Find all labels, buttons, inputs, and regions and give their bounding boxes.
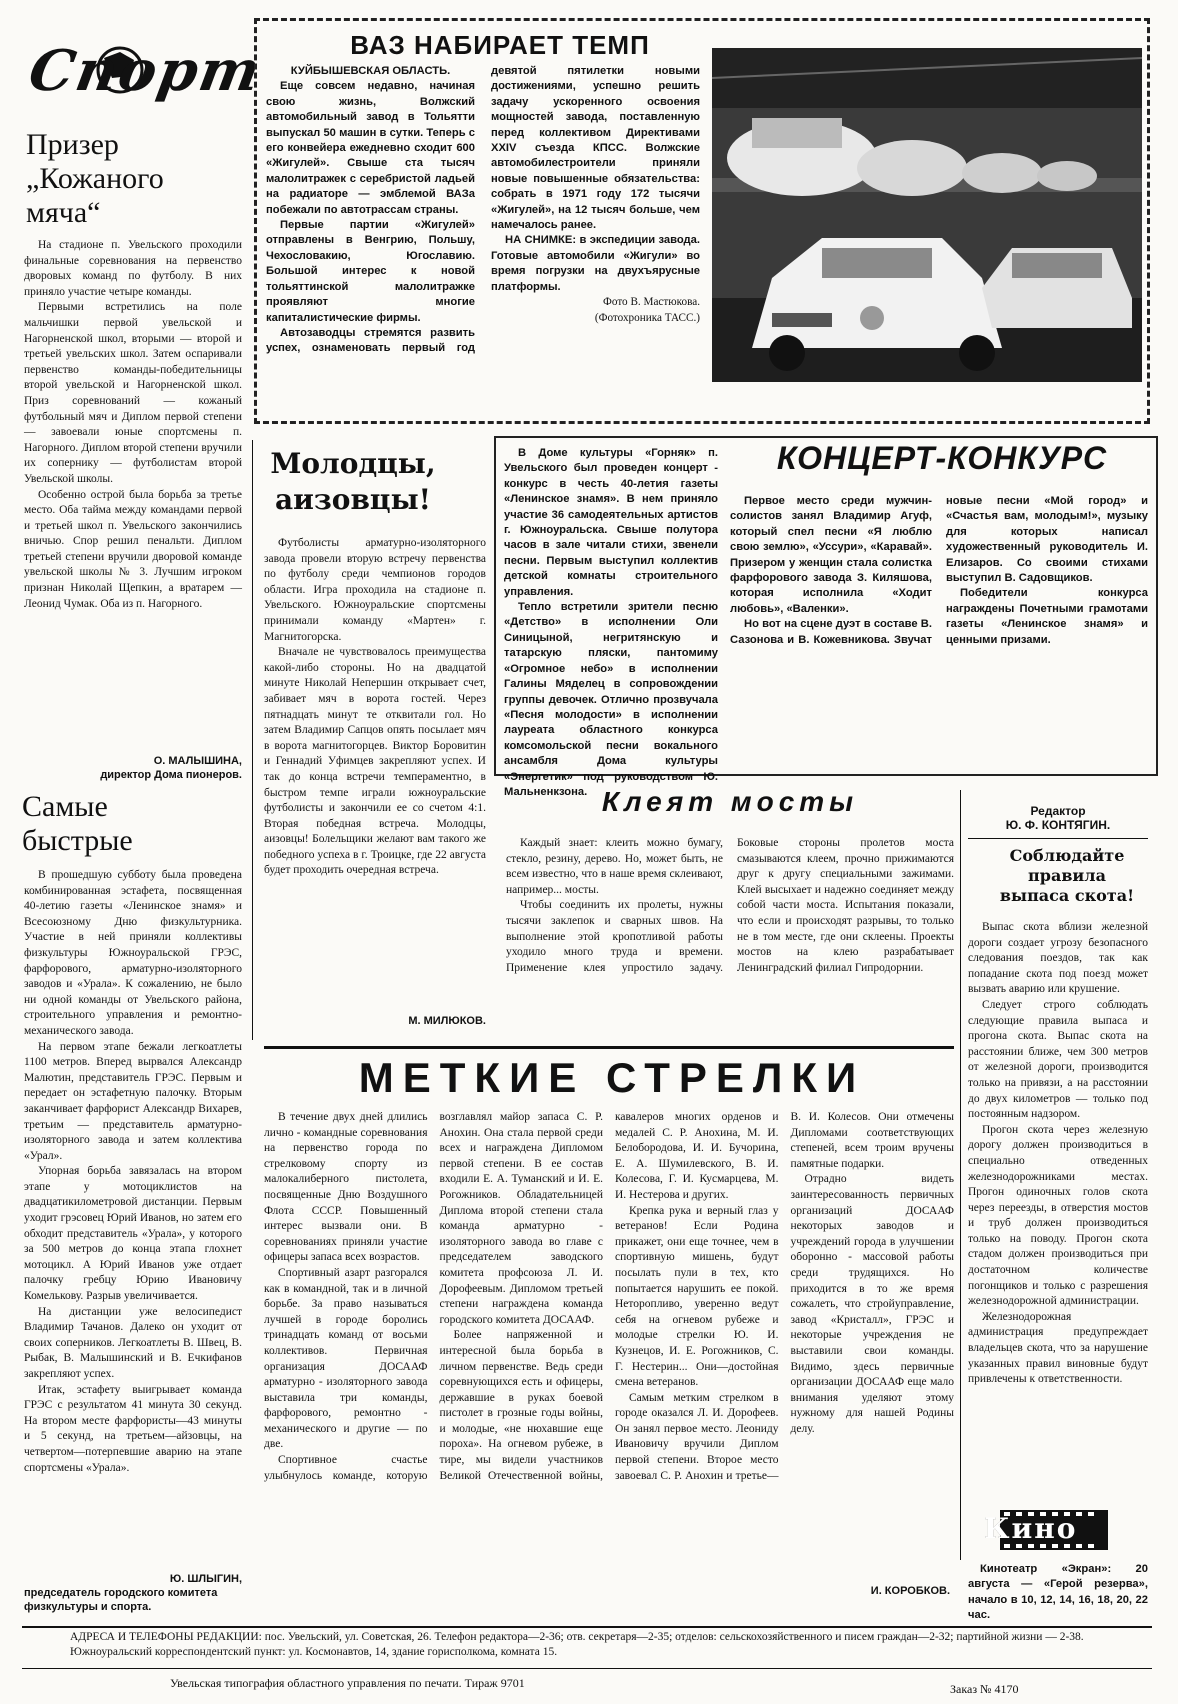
signature-name: Ю. ШЛЫГИН, — [169, 1573, 242, 1585]
cars-photo-icon — [712, 48, 1142, 382]
kino-logo-text: Кино — [984, 1512, 1078, 1545]
kino-logo — [980, 1508, 1110, 1552]
paragraph: Железнодорожная администрация предупреждает владельцев скота, что за нарушение указанных правил виновные будут привлечены к ответственности. — [968, 1310, 1148, 1386]
paragraph: Автозаводцы стремятся развить успех, ознаменовать первый год девятой пятилетки новыми достижениями, успешно решить задачу ускоренного освоения мощностей завода, поставленную перед коллективом Директивами XXIV съезда КПСС. Волжские автомобилестроители приняли новые повышенные обязательства: собрать в 1971 году 172 тысячи «Жигулей», на 12 тысяч больше, чем намечалось ранее. — [266, 65, 700, 355]
column-divider — [960, 790, 961, 1560]
paragraph: Тепло встретили зрители песню «Детство» в исполнении Оли Синицыной, негритянскую и татарскую пляски, пантомиму «Огромное небо» в исполнении Галины Мяделец в сопровождении группы девочек. Отлично прозвучала «Песня молодости» в исполнении лауреата областного конкурса комсомольской песни вокального ансамбля Дома культуры «Энергетик» под руководством Ю. Мальненкзона. — [504, 601, 718, 798]
redaktor-label: Редактор — [1030, 804, 1086, 818]
paragraph: Первые партии «Жигулей» отправлены в Венгрию, Польшу, Чехословакию, Югославию. Большой интерес к новой тольяттинской малолитражке проявляют многие капиталистические фирмы. — [266, 219, 475, 324]
paragraph: Отрадно видеть заинтересованность первичных организаций ДОСААФ некоторых заводов и учреждений города в улучшении оборонно - массовой работы среди трудящихся. Но приходится в то же время сожалеть, что стройуправление, завод «Кристалл», ГРЭС и некоторые учреждения не выставили свои команды. Видимо, здесь первичные организации ДОСААФ еще мало внимания уделяют этому нужному для нашей Родины делу. — [790, 1173, 954, 1435]
photo-credit: Фото В. Мастюкова. — [603, 296, 700, 309]
vaz-photo — [712, 48, 1142, 382]
paragraph: Крепка рука и верный глаз у ветеранов! Если Родина прикажет, они еще точнее, чем в спортивную мишень, будут посылать пули в тех, кто попытается нарушить ее покой. Неторопливо, уверенно ведут себя на огневом рубеже и молодые стрелки Ю. И. Кузнецов, И. Е. Рогожников, С. Г. Нестерин... Они—достойная смена ветеранов. — [615, 1204, 779, 1389]
bystrye-signature — [24, 1572, 242, 1614]
strelki-signature: И. КОРОБКОВ. — [870, 1585, 950, 1597]
paragraph: Самым метким стрелком в городе оказался Л. И. Дорофеев. Он занял первое место. Леониду Ивановичу вручили Диплом первой степени. Второе место завоевал С. Р. Анохин и третье— В. И. Колесов. Они отмечены Дипломами соответствующих степеней, всем троим вручены памятные подарки. — [615, 1111, 954, 1482]
priz-body — [24, 238, 242, 758]
footer-divider — [22, 1626, 1152, 1628]
paragraph: Чтобы соединить их пролеты, нужны тысячи заклепок и сварных швов. На выполнение этой кропотливой работы уходило много труда и времени. Применение клея упростило задачу. Боковые стороны пролетов моста смазываются клеем, прочно прижимаются друг к другу специальными зажимами. Клей высыхает и надежно соединяет между собой части моста. Испытания показали, что если и происходят разрывы, то только не в том месте, где они склеены. Проекты мостов на клею разрабатывает Ленинградский филиал Гипродорнии. — [506, 837, 954, 974]
paragraph: Но вот на сцене дуэт в составе В. Сазонова и В. Кожевникова. Звучат новые песни «Мой город» и «Счастья вам, молодым!», музыку для которых написал художественный руководитель И. Елизаров. Со своими стихами выступил В. Садовщиков. — [730, 495, 1148, 646]
redaktor-name: Ю. Ф. КОНТЯГИН. — [1005, 818, 1111, 832]
koncert-headline: КОНЦЕРТ-КОНКУРС — [776, 440, 1108, 476]
paragraph: Первое место среди мужчин-солистов занял Владимир Агуф, который спел песни «Я люблю свою землю», «Уссури», «Каравай». Призером у женщин стала солистка фарфорового завода З. Киляшова, которая исполнила «Ходит любовь», «Валенки». — [730, 495, 932, 615]
paragraph: В прошедшую субботу была проведена комбинированная эстафета, посвященная 40-летию газеты «Ленинское знамя» и Всесоюзному Дню физкультурника. Участие в ней приняли коллективы физкультуры Южноуральской ГРЭС, фарфорового, арматурно-изоляторного заводов и «Урала». К сожалению, не было ни одной команды от Увельского района, строительного управления и ремонтно-механического завода. — [24, 869, 242, 1037]
vaz-dateline: КУЙБЫШЕВСКАЯ ОБЛАСТЬ. — [290, 65, 451, 77]
priz-headline: Призер „Кожаного мяча“ — [26, 128, 164, 229]
paragraph: Первыми встретились на поле мальчишки первой увельской и Нагорненской школ, вторыми — второй и третьей увельских школ. Затем оспаривали первенство команды-победительницы второй увельской и Нагорненской школ. Приз соревнований — кожаный футбольный мяч и Диплом первой степени — завоевали юные спортсмены п. Нагорного. Диплом второй степени вручили их сопернику — футболистам второй Увельской школы. — [24, 301, 242, 485]
molodcy-signature: М. МИЛЮКОВ. — [408, 1015, 486, 1027]
paragraph: На стадионе п. Увельского проходили финальные соревнования на первенство дворовых команд по футболу. В них приняло участие четыре команды. — [24, 239, 242, 298]
strelki-headline: МЕТКИЕ СТРЕЛКИ — [358, 1054, 866, 1101]
paragraph: В Доме культуры «Горняк» п. Увельского был проведен концерт - конкурс в честь 40-летия газеты «Ленинское знамя». В нем приняло участие 36 самодеятельных артистов г. Южноуральска. Свыше полутора часов в зале читали стихи, звенели песни. Первым выступил коллектив детской комнаты строительного управления. — [504, 447, 718, 598]
priz-signature — [24, 754, 242, 782]
paragraph: В течение двух дней длились лично - командные соревнования на первенство города по стрелковому спорту из малокалиберного пистолета, посвященные Дню Воздушного Флота СССР. Повышенный интерес вызвали они. В соревнованиях приняли участие офицеры запаса всех возрастов. — [264, 1111, 428, 1264]
paragraph: Итак, эстафету выигрывает команда ГРЭС с результатом 41 минута 30 секунд. На втором месте фарфористы—43 минуты и 5 секунд, на третьем—айзовцы, на четвертом—потерпевшие аварию на этапе спортсмены «Урала». — [24, 1383, 242, 1474]
column-divider — [252, 440, 253, 1040]
footer-divider — [22, 1668, 1152, 1669]
footer-addresses: АДРЕСА И ТЕЛЕФОНЫ РЕДАКЦИИ: пос. Увельский, ул. Советская, 26. Телефон редактора—2-36; отв. секретаря—2-35; отделов: сельскохозяйственного и писем граждан—2-32; партийной жизни — 2-38. Южноуральский корреспондентский пункт: ул. Космонавтов, 14, здание горисполкома, комната 15. — [70, 1631, 1084, 1658]
paragraph: Следует строго соблюдать следующие правила выпаса и прогона скота. Выпас скота на расстоянии ближе, чем 300 метров от железной дороги, производится только на привязи, а на расстоянии до двух километров — только под постоянным надзором. — [968, 998, 1148, 1121]
paragraph: Футболисты арматурно-изоляторного завода провели вторую встречу первенства по футболу среди чемпионов городов области. Игра проходила на стадионе п. Увельского. Южноуральские спортсмены принимали команду «Мартен» г. Магнитогорска. — [264, 537, 486, 643]
mosty-body — [506, 836, 954, 1036]
footer-printer: Увельская типография областного управления по печати. Тираж 9701 — [170, 1676, 525, 1690]
redaktor-block — [968, 804, 1148, 832]
paragraph: Выпас скота вблизи железной дороги создает угрозу безопасного следования поездов, так как попадание скота под поезд может вызвать аварию или крушение. — [968, 921, 1148, 996]
koncert-col1 — [504, 446, 718, 798]
signature-role: директор Дома пионеров. — [100, 769, 242, 781]
bystrye-headline: Самые быстрые — [22, 790, 133, 857]
photo-agency: (Фотохроника ТАСС.) — [594, 311, 700, 324]
koncert-col2 — [730, 494, 1148, 768]
bystrye-body — [24, 868, 242, 1572]
skot-body — [968, 920, 1148, 1500]
footer-order: Заказ № 4170 — [950, 1682, 1019, 1696]
kino-text: Кинотеатр «Экран»: 20 августа — «Герой резерва», начало в 10, 12, 14, 16, 18, 20, 22 час. — [968, 1563, 1148, 1622]
divider — [264, 1046, 954, 1049]
divider — [968, 838, 1148, 839]
paragraph: НА СНИМКЕ: в экспедиции завода. Готовые автомобили «Жигули» во время погрузки на двухъярусные платформы. — [491, 234, 700, 293]
paragraph: Особенно острой была борьба за третье место. Оба тайма между командами первой и третьей школ п. Увельского закончились вничью. Спор решил пенальти. Диплом третьей степени вручили дворовой команде увельской школы № 3. Лучшим игроком признан Николай Щепкин, а вратарем — Леонид Чумак. Оба из п. Нагорного. — [24, 488, 242, 610]
molodcy-headline: Молодцы, аизовцы! — [270, 447, 436, 516]
paragraph: Спортивное счастье улыбнулось команде, которую возглавлял майор запаса С. Р. Анохин. Она стала первой среди всех и награждена Дипломом первой степени. В ее состав входили Е. А. Туманский и И. Е. Рогожников. Обладательницей Диплома второй степени стала команда арматурно - изоляторного завода во главе с председателем заводского комитета профсоюза Л. И. Дорофеевым. Дипломом третьей степени награждена команда городского комитета ДОСААФ. — [264, 1111, 603, 1482]
paragraph: Более напряженной и интересной была борьба в личном первенстве. Ведь среди соревнующихся есть и офицеры, державшие в руках боевой пистолет в грозные годы войны, и молодые, «не нюхавшие еще пороха». На огневом рубеже, в тире, мы видели участников Великой Отечественной войны, кавалеров многих орденов и медалей С. Р. Анохина, М. И. Белобородова, И. И. Бучорина, Е. А. Шумилевского, В. И. Колесова, Г. И. Кусмарцева, М. И. Нестерова и других. — [439, 1111, 779, 1482]
vaz-body — [266, 64, 700, 386]
paragraph: На дистанции уже велосипедист Владимир Тачанов. Далеко он уходит от своих соперников. Легкоатлеты В. Швец, В. Рыбак, В. Малышинский и В. Ечкифанов закрепляют успех. — [24, 1305, 242, 1380]
signature-role: председатель городского комитета физкультуры и спорта. — [24, 1587, 218, 1613]
paragraph: Спортивный азарт разгорался как в командной, так и в личной борьбе. За право называться лучшей в городе боролись тринадцать команд от восьми коллективов. Первичная организация ДОСААФ арматурно - изоляторного завода выставила три команды, фарфорового, ремонтно - механического и другие — по две. — [264, 1266, 428, 1451]
skot-headline: Соблюдайте правила выпаса скота! — [999, 846, 1135, 905]
vaz-headline: ВАЗ НАБИРАЕТ ТЕМП — [350, 30, 650, 60]
sport-logo-text: Спорт — [24, 38, 267, 104]
paragraph: Упорная борьба завязалась на втором этапе у мотоциклистов на двадцатикилометровой дистанции. Первым уходит грэсовец Юрий Иванов, но затем его обходит представитель «Урала», у которого за 500 метров до конца этапа глохнет мотоцикл. А Юрий Иванов уже отдает палочку гребцу Юрию Ивановичу Комелькову. Разрыв увеличивается. — [24, 1165, 242, 1303]
paragraph: Еще совсем недавно, начиная свою жизнь, Волжский автомобильный завод в Тольятти выпускал 50 машин в сутки. Теперь с его конвейера ежедневно сходит 600 «Жигулей». Свыше ста тысяч малолитражек с серебристой ладьей на радиаторе — эмблемой ВАЗа побежали по автотрассам страны. — [266, 80, 475, 216]
paragraph: Прогон скота через железную дорогу должен производиться в специально отведенных железнодорожниками местах. Прогон одиночных голов скота через переезды, в отверстия мостов и труб должен производиться только на поводу. Прогон скота стадом должен производиться при достаточном количестве погонщиков и только с разрешения железнодорожной администрации. — [968, 1123, 1148, 1308]
paragraph: Вначале не чувствовалось преимущества какой-либо стороны. Но на двадцатой минуте Николай Непершин открывает счет, забивает мяч в ворота гостей. Через пятнадцать минут те отквитали гол. Но затем Владимир Сапцов опять посылает мяч в ворота магнитогорцев. Виктор Боровитин и Геннадий Уфимцев закрепляют успех. И так до конца встречи темпераментно, в быстром темпе играли южноуральские футболисты и закончили ее со счетом 4:1. Вторая победная встреча. Молодцы, аизовцы! Болельщики желают вам такого же победного успеха в г. Троицке, где 22 августа будет проходить очередная встреча. — [264, 646, 486, 877]
mosty-headline: Клеят мосты — [601, 786, 859, 817]
paragraph: Каждый знает: клеить можно бумагу, стекло, резину, дерево. Но, может быть, не всем известно, что в наше время склеивают, например... мосты. — [506, 837, 723, 896]
paragraph: Победители конкурса награждены Почетными грамотами газеты «Ленинское знамя» и ценными призами. — [946, 587, 1148, 646]
molodcy-body — [264, 536, 486, 992]
paragraph: На первом этапе бежали легкоатлеты 1100 метров. Вперед вырвался Александр Малютин, представитель ГРЭС. Первым и передает он эстафетную палочку. Вторым заканчивает фарфорист Александр Вихарев, третьим — представитель арматурно-изоляторного завода и затем коллектива «Урал». — [24, 1040, 242, 1162]
strelki-body — [264, 1110, 954, 1580]
sport-logo — [22, 30, 267, 110]
signature-name: О. МАЛЫШИНА, — [153, 755, 242, 767]
